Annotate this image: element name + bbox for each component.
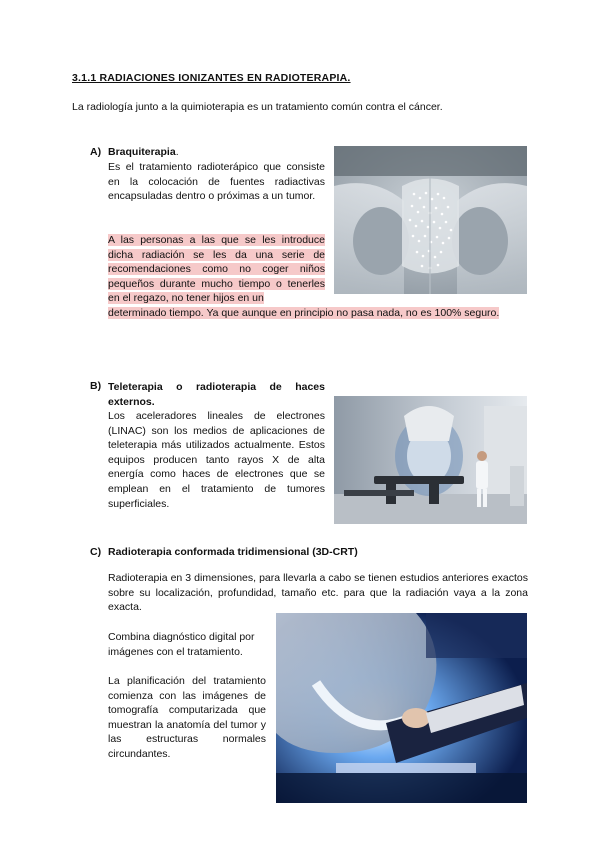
section-b-paragraph: Los aceleradores lineales de electrones (LINAC) son los medios de aplicaciones de teleterapia más utilizados actualmente. Estos equipos producen tanto rayos X de alta energía como haces de electrones que se emplean en el tratamiento de tumores superficiales. xyxy=(108,410,325,510)
intro-paragraph: La radiología junto a la quimioterapia es un tratamiento común contra el cáncer. xyxy=(72,101,443,113)
xray-illustration xyxy=(334,146,527,294)
section-c-paragraph-2: Combina diagnóstico digital por imágenes con el tratamiento. xyxy=(108,631,255,658)
section-b-label: B) xyxy=(90,380,102,392)
section-a-heading xyxy=(108,146,179,158)
section-c-label: C) xyxy=(90,546,102,558)
section-a-paragraph: Es el tratamiento radioterápico que consiste en la colocación de fuentes radiactivas encapsuladas dentro o próximas a un tumor. xyxy=(108,161,325,203)
section-c-paragraph-1: Radioterapia en 3 dimensiones, para llevarla a cabo se tienen estudios anteriores exactos sobre su localización, profundidad, tamaño etc. para que la radiación vaya a la zona exacta. xyxy=(108,572,528,614)
section-c-heading: Radioterapia conformada tridimensional (3D-CRT) xyxy=(108,546,358,558)
section-a-label: A) xyxy=(90,146,102,158)
3d-crt-treatment-image xyxy=(276,613,527,803)
section-a-highlight xyxy=(108,233,325,306)
section-a-highlight-tail-text: determinado tiempo. Ya que aunque en principio no pasa nada, no es 100% seguro. xyxy=(108,307,500,319)
section-a-heading-text: Braquiterapia xyxy=(108,146,176,158)
section-a-highlight-text: A las personas a las que se les introduce dicha radiación se les da una serie de recomendaciones como no coger niños pequeños durante mucho tiempo o tenerles en el regazo, no tener hijos en un xyxy=(108,234,325,305)
linac-room-image xyxy=(334,396,527,524)
document-title: 3.1.1 RADIACIONES IONIZANTES EN RADIOTERAPIA. xyxy=(72,72,351,84)
section-b-heading: Teleterapia o radioterapia de haces externos. xyxy=(108,381,325,408)
brachytherapy-xray-image xyxy=(334,146,527,294)
linac-illustration xyxy=(334,396,527,524)
3d-crt-illustration xyxy=(276,613,527,803)
section-a-heading-suffix: . xyxy=(175,146,179,158)
section-c-paragraph-3: La planificación del tratamiento comienza con las imágenes de tomografía computarizada que muestran la anatomía del tumor y las estructuras normales circundantes. xyxy=(108,675,266,760)
section-a-highlight-tail xyxy=(108,306,528,321)
